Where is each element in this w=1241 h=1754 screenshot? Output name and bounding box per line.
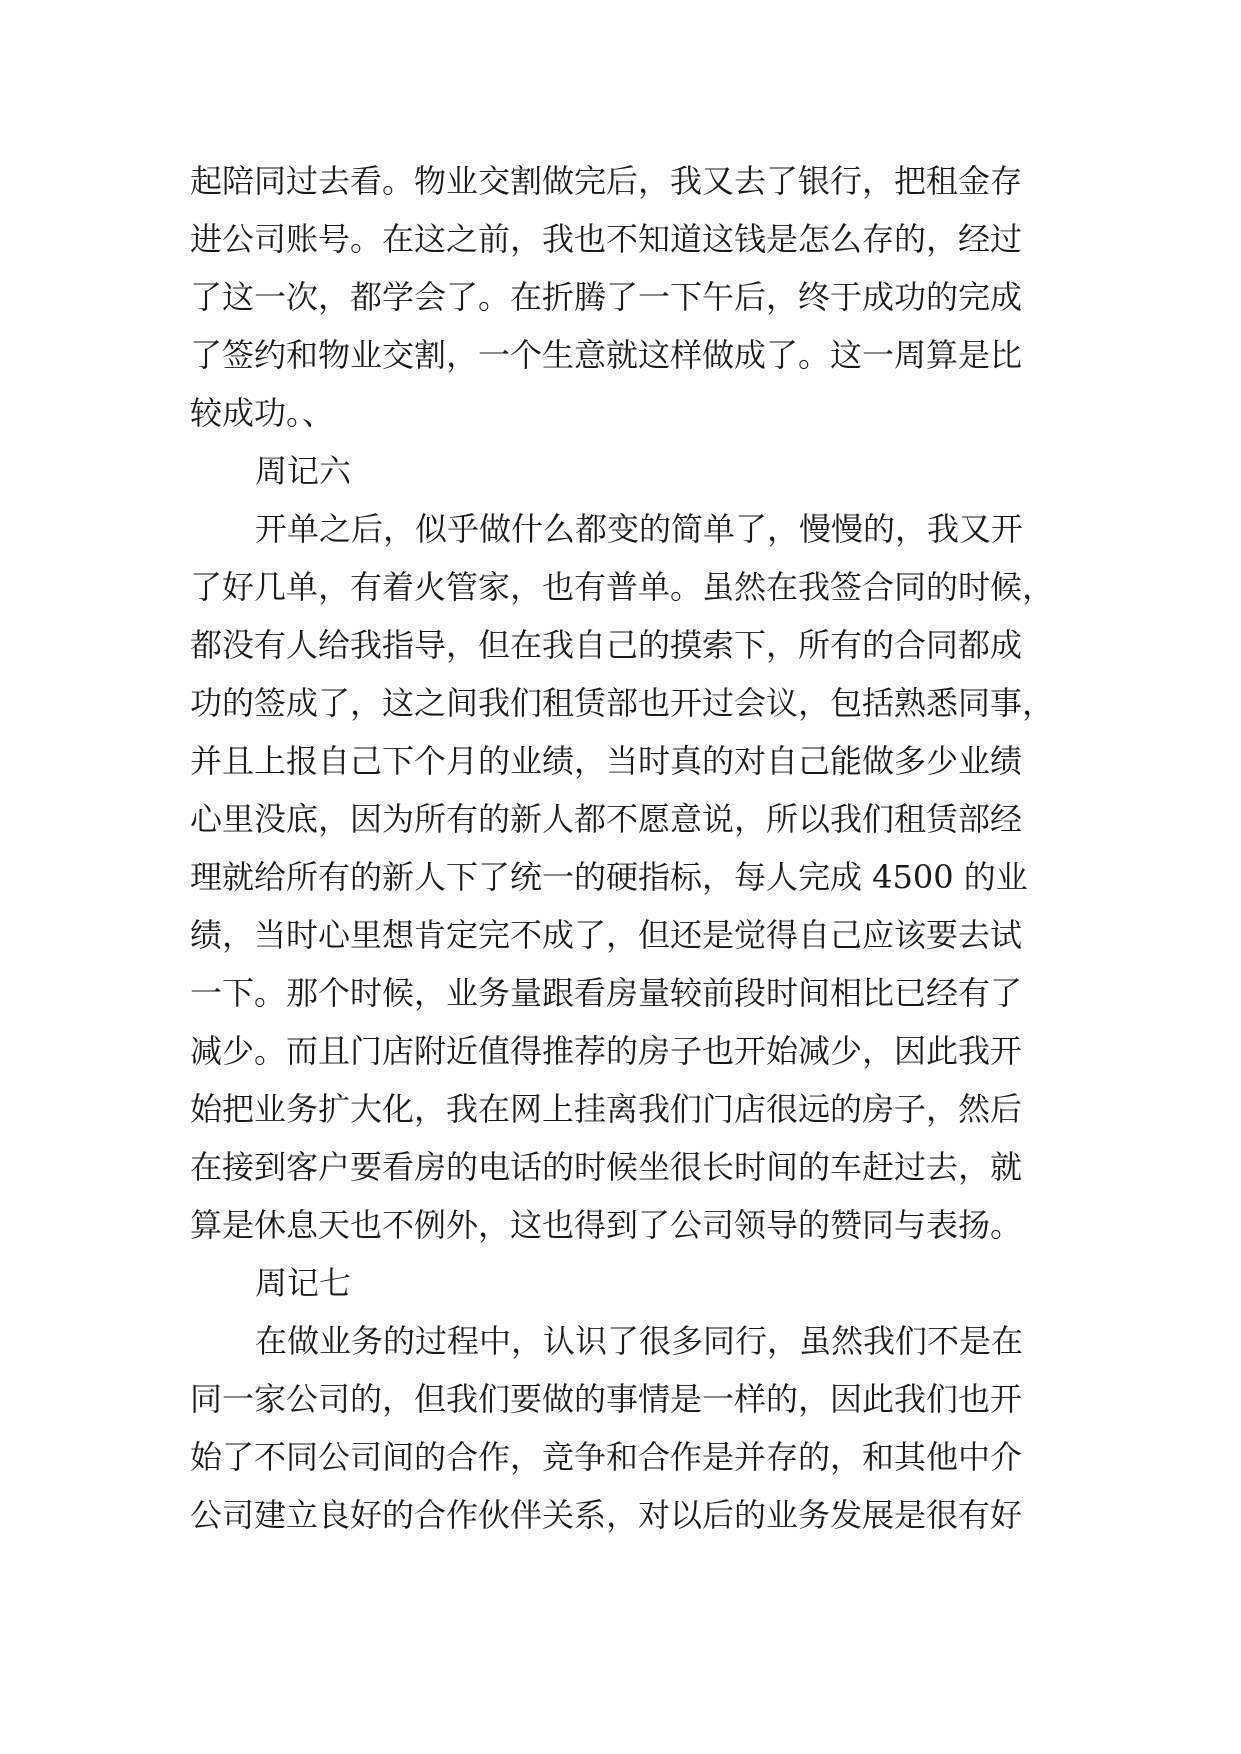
text-line: 一下。那个时候，业务量跟看房量较前段时间相比已经有了 [190, 974, 1023, 1012]
text-line: 较成功。、 [190, 394, 335, 432]
text-line: 减少。而且门店附近值得推荐的房子也开始减少，因此我开 [190, 1032, 1023, 1070]
text-line: 都没有人给我指导，但在我自己的摸索下，所有的合同都成 [190, 626, 1023, 664]
text-line: 起陪同过去看。物业交割做完后，我又去了银行，把租金存 [190, 162, 1023, 200]
text-line: 心里没底，因为所有的新人都不愿意说，所以我们租赁部经 [190, 800, 1023, 838]
text-line: 同一家公司的，但我们要做的事情是一样的，因此我们也开 [190, 1380, 1023, 1418]
text-line: 算是休息天也不例外，这也得到了公司领导的赞同与表扬。 [190, 1206, 1023, 1244]
text-line: 并且上报自己下个月的业绩，当时真的对自己能做多少业绩 [190, 742, 1023, 780]
text-line: 绩，当时心里想肯定完不成了，但还是觉得自己应该要去试 [190, 916, 1023, 954]
text-line: 在做业务的过程中，认识了很多同行，虽然我们不是在 [255, 1322, 1024, 1360]
text-line: 始了不同公司间的合作，竞争和合作是并存的，和其他中介 [190, 1438, 1023, 1476]
text-line: 始把业务扩大化，我在网上挂离我们门店很远的房子，然后 [190, 1090, 1023, 1128]
text-line: 理就给所有的新人下了统一的硬指标，每人完成 4500 的业 [190, 858, 1028, 896]
text-line: 了这一次，都学会了。在折腾了一下午后，终于成功的完成 [190, 278, 1023, 316]
text-line: 功的签成了，这之间我们租赁部也开过会议，包括熟悉同事， [190, 684, 1055, 722]
text-line: 了好几单，有着火管家，也有普单。虽然在我签合同的时候， [190, 568, 1055, 606]
text-line: 了签约和物业交割，一个生意就这样做成了。这一周算是比 [190, 336, 1023, 374]
text-line: 开单之后，似乎做什么都变的简单了，慢慢的，我又开 [255, 510, 1024, 548]
text-line: 在接到客户要看房的电话的时候坐很长时间的车赶过去，就 [190, 1148, 1023, 1186]
text-line: 公司建立良好的合作伙伴关系，对以后的业务发展是很有好 [190, 1496, 1023, 1534]
text-line: 进公司账号。在这之前，我也不知道这钱是怎么存的，经过 [190, 220, 1023, 258]
section-heading: 周记六 [255, 452, 352, 490]
section-heading: 周记七 [255, 1264, 352, 1302]
